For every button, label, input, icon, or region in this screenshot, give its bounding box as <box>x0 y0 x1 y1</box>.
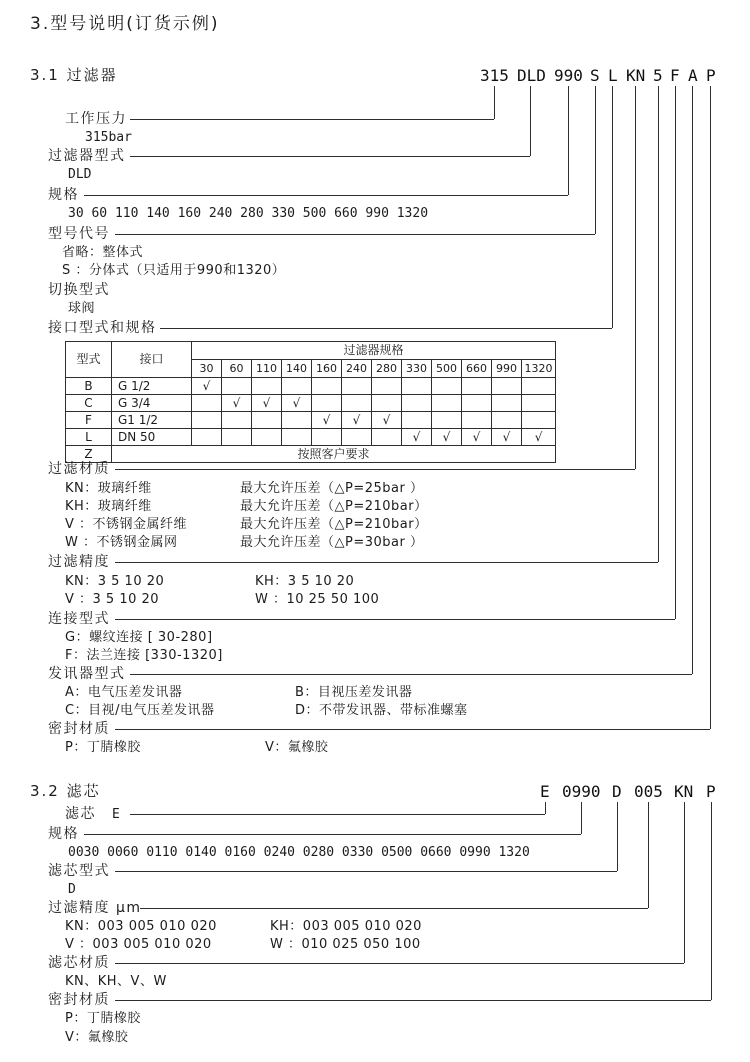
precision-kn: KN：3 5 10 20 <box>65 574 165 589</box>
working-pressure-value: 315bar <box>85 130 132 145</box>
connector-line <box>115 619 675 620</box>
indicator-option-a: A：电气压差发讯器 <box>65 685 183 700</box>
filter-code-pressure: 315 <box>480 66 509 85</box>
size-header-cell: 110 <box>252 360 282 378</box>
model-code-option-2: S ：分体式（只适用于990和1320） <box>62 263 286 278</box>
spec-cell <box>312 395 342 412</box>
spec-cell: √ <box>402 429 432 446</box>
row-type-cell: B <box>66 378 112 395</box>
spec-cell <box>192 412 222 429</box>
filter-code-size: 990 <box>554 66 583 85</box>
element-precision-kn: KN：003 005 010 020 <box>65 919 217 934</box>
spec-cell: √ <box>252 395 282 412</box>
spec-cell <box>192 429 222 446</box>
custom-note-cell: 按照客户要求 <box>112 446 556 463</box>
spec-cell <box>522 395 556 412</box>
connector-line <box>545 802 546 814</box>
spec-cell <box>432 412 462 429</box>
media-row-v-dp: 最大允许压差（△P=210bar） <box>240 517 428 532</box>
switch-type-value: 球阀 <box>68 301 96 316</box>
filter-code-indicator: A <box>688 66 698 85</box>
element-precision-label: 过滤精度 μm <box>48 900 142 916</box>
spec-cell <box>522 378 556 395</box>
element-code-precision: 005 <box>634 782 663 801</box>
connector-line <box>140 908 648 909</box>
indicator-option-c: C：目视/电气压差发讯器 <box>65 703 215 718</box>
spec-cell: √ <box>192 378 222 395</box>
size-header-cell: 990 <box>492 360 522 378</box>
row-type-cell: F <box>66 412 112 429</box>
connector-line <box>130 119 494 120</box>
model-code-option-1: 省略：整体式 <box>62 245 144 260</box>
connector-line <box>84 195 568 196</box>
spec-cell <box>312 429 342 446</box>
spec-cell <box>342 395 372 412</box>
spec-cell <box>342 429 372 446</box>
spec-cell <box>372 378 402 395</box>
filter-code-model: S <box>590 66 600 85</box>
filter-precision-label: 过滤精度 <box>48 554 110 570</box>
spec-cell <box>252 378 282 395</box>
element-seal-label: 密封材质 <box>48 992 110 1008</box>
working-pressure-label: 工作压力 <box>65 111 127 127</box>
size-header-cell: 140 <box>282 360 312 378</box>
media-row-kn-name: KN：玻璃纤维 <box>65 481 152 496</box>
spec-cell <box>282 412 312 429</box>
spec-cell <box>312 378 342 395</box>
seal-option-v: V：氟橡胶 <box>265 740 329 755</box>
connection-option-g: G：螺纹连接 [ 30-280] <box>65 630 213 645</box>
col-header-type: 型式 <box>66 342 112 378</box>
connector-line <box>130 156 530 157</box>
spec-values: 30 60 110 140 160 240 280 330 500 660 990 1320 <box>68 206 429 221</box>
element-precision-w: W ：010 025 050 100 <box>270 937 421 952</box>
connector-line <box>160 328 612 329</box>
element-name-code: E <box>112 807 120 822</box>
size-header-cell: 660 <box>462 360 492 378</box>
filter-code-port: L <box>608 66 618 85</box>
precision-kh: KH：3 5 10 20 <box>255 574 355 589</box>
connector-line <box>617 802 618 871</box>
port-spec-label: 接口型式和规格 <box>48 320 157 336</box>
row-port-cell: G 1/2 <box>112 378 192 395</box>
size-header-cell: 280 <box>372 360 402 378</box>
connector-line <box>130 814 545 815</box>
element-spec-label: 规格 <box>48 826 79 842</box>
spec-cell <box>372 429 402 446</box>
indicator-type-label: 发讯器型式 <box>48 666 126 682</box>
size-header-cell: 60 <box>222 360 252 378</box>
table-header-row <box>66 342 556 360</box>
connector-line <box>568 86 569 195</box>
spec-cell <box>492 378 522 395</box>
spec-cell <box>402 395 432 412</box>
spec-cell <box>252 429 282 446</box>
page-title: 3.型号说明(订货示例) <box>30 14 220 34</box>
element-code-size: 0990 <box>562 782 601 801</box>
filter-code-connection: F <box>670 66 680 85</box>
spec-cell <box>282 378 312 395</box>
spec-cell <box>222 429 252 446</box>
media-row-w-dp: 最大允许压差（△P=30bar ） <box>240 535 424 550</box>
spec-cell <box>342 378 372 395</box>
element-spec-values: 0030 0060 0110 0140 0160 0240 0280 0330 0500 0660 0990 1320 <box>68 845 530 860</box>
indicator-option-b: B：目视压差发讯器 <box>295 685 413 700</box>
element-code-type: D <box>612 782 622 801</box>
connector-line <box>84 834 581 835</box>
spec-cell <box>372 395 402 412</box>
connector-line <box>711 802 712 1000</box>
spec-cell <box>492 412 522 429</box>
connection-option-f: F：法兰连接 [330-1320] <box>65 648 223 663</box>
connector-line <box>130 674 692 675</box>
connector-line <box>710 86 711 729</box>
connector-line <box>115 963 684 964</box>
connector-line <box>494 86 495 119</box>
size-header-cell: 500 <box>432 360 462 378</box>
seal-material-label: 密封材质 <box>48 721 110 737</box>
spec-cell <box>462 378 492 395</box>
connector-line <box>115 729 710 730</box>
connector-line <box>595 86 596 234</box>
spec-cell <box>432 395 462 412</box>
size-header-cell: 240 <box>342 360 372 378</box>
precision-w: W ：10 25 50 100 <box>255 592 380 607</box>
size-header-cell: 330 <box>402 360 432 378</box>
connector-line <box>675 86 676 619</box>
section-3-2-heading: 3.2 滤芯 <box>30 782 101 800</box>
spec-cell: √ <box>492 429 522 446</box>
filter-series-value: DLD <box>68 167 92 182</box>
port-row-l <box>66 429 556 446</box>
spec-label: 规格 <box>48 187 79 203</box>
media-row-v-name: V ：不锈钢金属纤维 <box>65 517 188 532</box>
row-port-cell: G 3/4 <box>112 395 192 412</box>
element-seal-option-p: P：丁腈橡胶 <box>65 1011 141 1026</box>
connector-line <box>115 562 658 563</box>
col-header-port: 接口 <box>112 342 192 378</box>
port-row-custom <box>66 446 556 463</box>
spec-cell <box>192 395 222 412</box>
element-code-seal: P <box>706 782 716 801</box>
connector-line <box>115 234 595 235</box>
element-seal-option-v: V：氟橡胶 <box>65 1030 129 1045</box>
media-row-kh-name: KH：玻璃纤维 <box>65 499 152 514</box>
spec-cell: √ <box>372 412 402 429</box>
connector-line <box>115 469 635 470</box>
element-code-prefix: E <box>540 782 550 801</box>
connector-line <box>684 802 685 963</box>
media-row-kn-dp: 最大允许压差（△P=25bar ） <box>240 481 424 496</box>
spec-cell: √ <box>222 395 252 412</box>
connector-line <box>530 86 531 156</box>
connector-line <box>115 871 617 872</box>
spec-cell <box>522 412 556 429</box>
element-code-media: KN <box>674 782 694 801</box>
connector-line <box>612 86 613 328</box>
row-port-cell: G1 1/2 <box>112 412 192 429</box>
row-type-cell: L <box>66 429 112 446</box>
connection-type-label: 连接型式 <box>48 611 110 627</box>
element-precision-v: V ：003 005 010 020 <box>65 937 212 952</box>
spec-cell <box>462 412 492 429</box>
seal-option-p: P：丁腈橡胶 <box>65 740 141 755</box>
port-row-b <box>66 378 556 395</box>
spec-cell: √ <box>432 429 462 446</box>
spec-cell <box>462 395 492 412</box>
spec-cell <box>252 412 282 429</box>
connector-line <box>635 86 636 469</box>
media-row-w-name: W ：不锈钢金属网 <box>65 535 178 550</box>
spec-cell: √ <box>462 429 492 446</box>
filter-media-label: 过滤材质 <box>48 461 110 477</box>
indicator-option-d: D：不带发讯器、带标准螺塞 <box>295 703 468 718</box>
model-code-label: 型号代号 <box>48 226 110 242</box>
connector-line <box>658 86 659 562</box>
port-row-c <box>66 395 556 412</box>
connector-line <box>581 802 582 834</box>
connector-line <box>648 802 649 908</box>
filter-code-seal: P <box>706 66 716 85</box>
element-material-value: KN、KH、V、W <box>65 974 167 989</box>
media-row-kh-dp: 最大允许压差（△P=210bar） <box>240 499 428 514</box>
row-type-cell: C <box>66 395 112 412</box>
element-type-label: 滤芯型式 <box>48 863 110 879</box>
spec-cell: √ <box>522 429 556 446</box>
element-name-label: 滤芯 <box>65 806 96 822</box>
size-header-cell: 30 <box>192 360 222 378</box>
filter-series-label: 过滤器型式 <box>48 148 126 164</box>
switch-type-label: 切换型式 <box>48 282 110 298</box>
row-port-cell: DN 50 <box>112 429 192 446</box>
col-header-specs: 过滤器规格 <box>192 342 556 360</box>
connector-line <box>115 1000 711 1001</box>
spec-cell <box>402 412 432 429</box>
row-type-cell: Z <box>66 446 112 463</box>
spec-cell <box>222 412 252 429</box>
spec-cell: √ <box>342 412 372 429</box>
filter-code-media: KN <box>626 66 646 85</box>
filter-code-series: DLD <box>517 66 546 85</box>
element-material-label: 滤芯材质 <box>48 955 110 971</box>
spec-cell <box>402 378 432 395</box>
element-type-value: D <box>68 882 76 897</box>
spec-cell <box>432 378 462 395</box>
spec-cell: √ <box>282 395 312 412</box>
section-3-1-heading: 3.1 过滤器 <box>30 66 118 84</box>
connector-line <box>692 86 693 674</box>
port-row-f <box>66 412 556 429</box>
size-header-cell: 1320 <box>522 360 556 378</box>
element-precision-kh: KH：003 005 010 020 <box>270 919 422 934</box>
spec-cell: √ <box>312 412 342 429</box>
precision-v: V ：3 5 10 20 <box>65 592 160 607</box>
spec-cell <box>492 395 522 412</box>
filter-code-precision: 5 <box>653 66 663 85</box>
spec-cell <box>222 378 252 395</box>
size-header-cell: 160 <box>312 360 342 378</box>
spec-cell <box>282 429 312 446</box>
port-spec-table <box>65 341 556 463</box>
